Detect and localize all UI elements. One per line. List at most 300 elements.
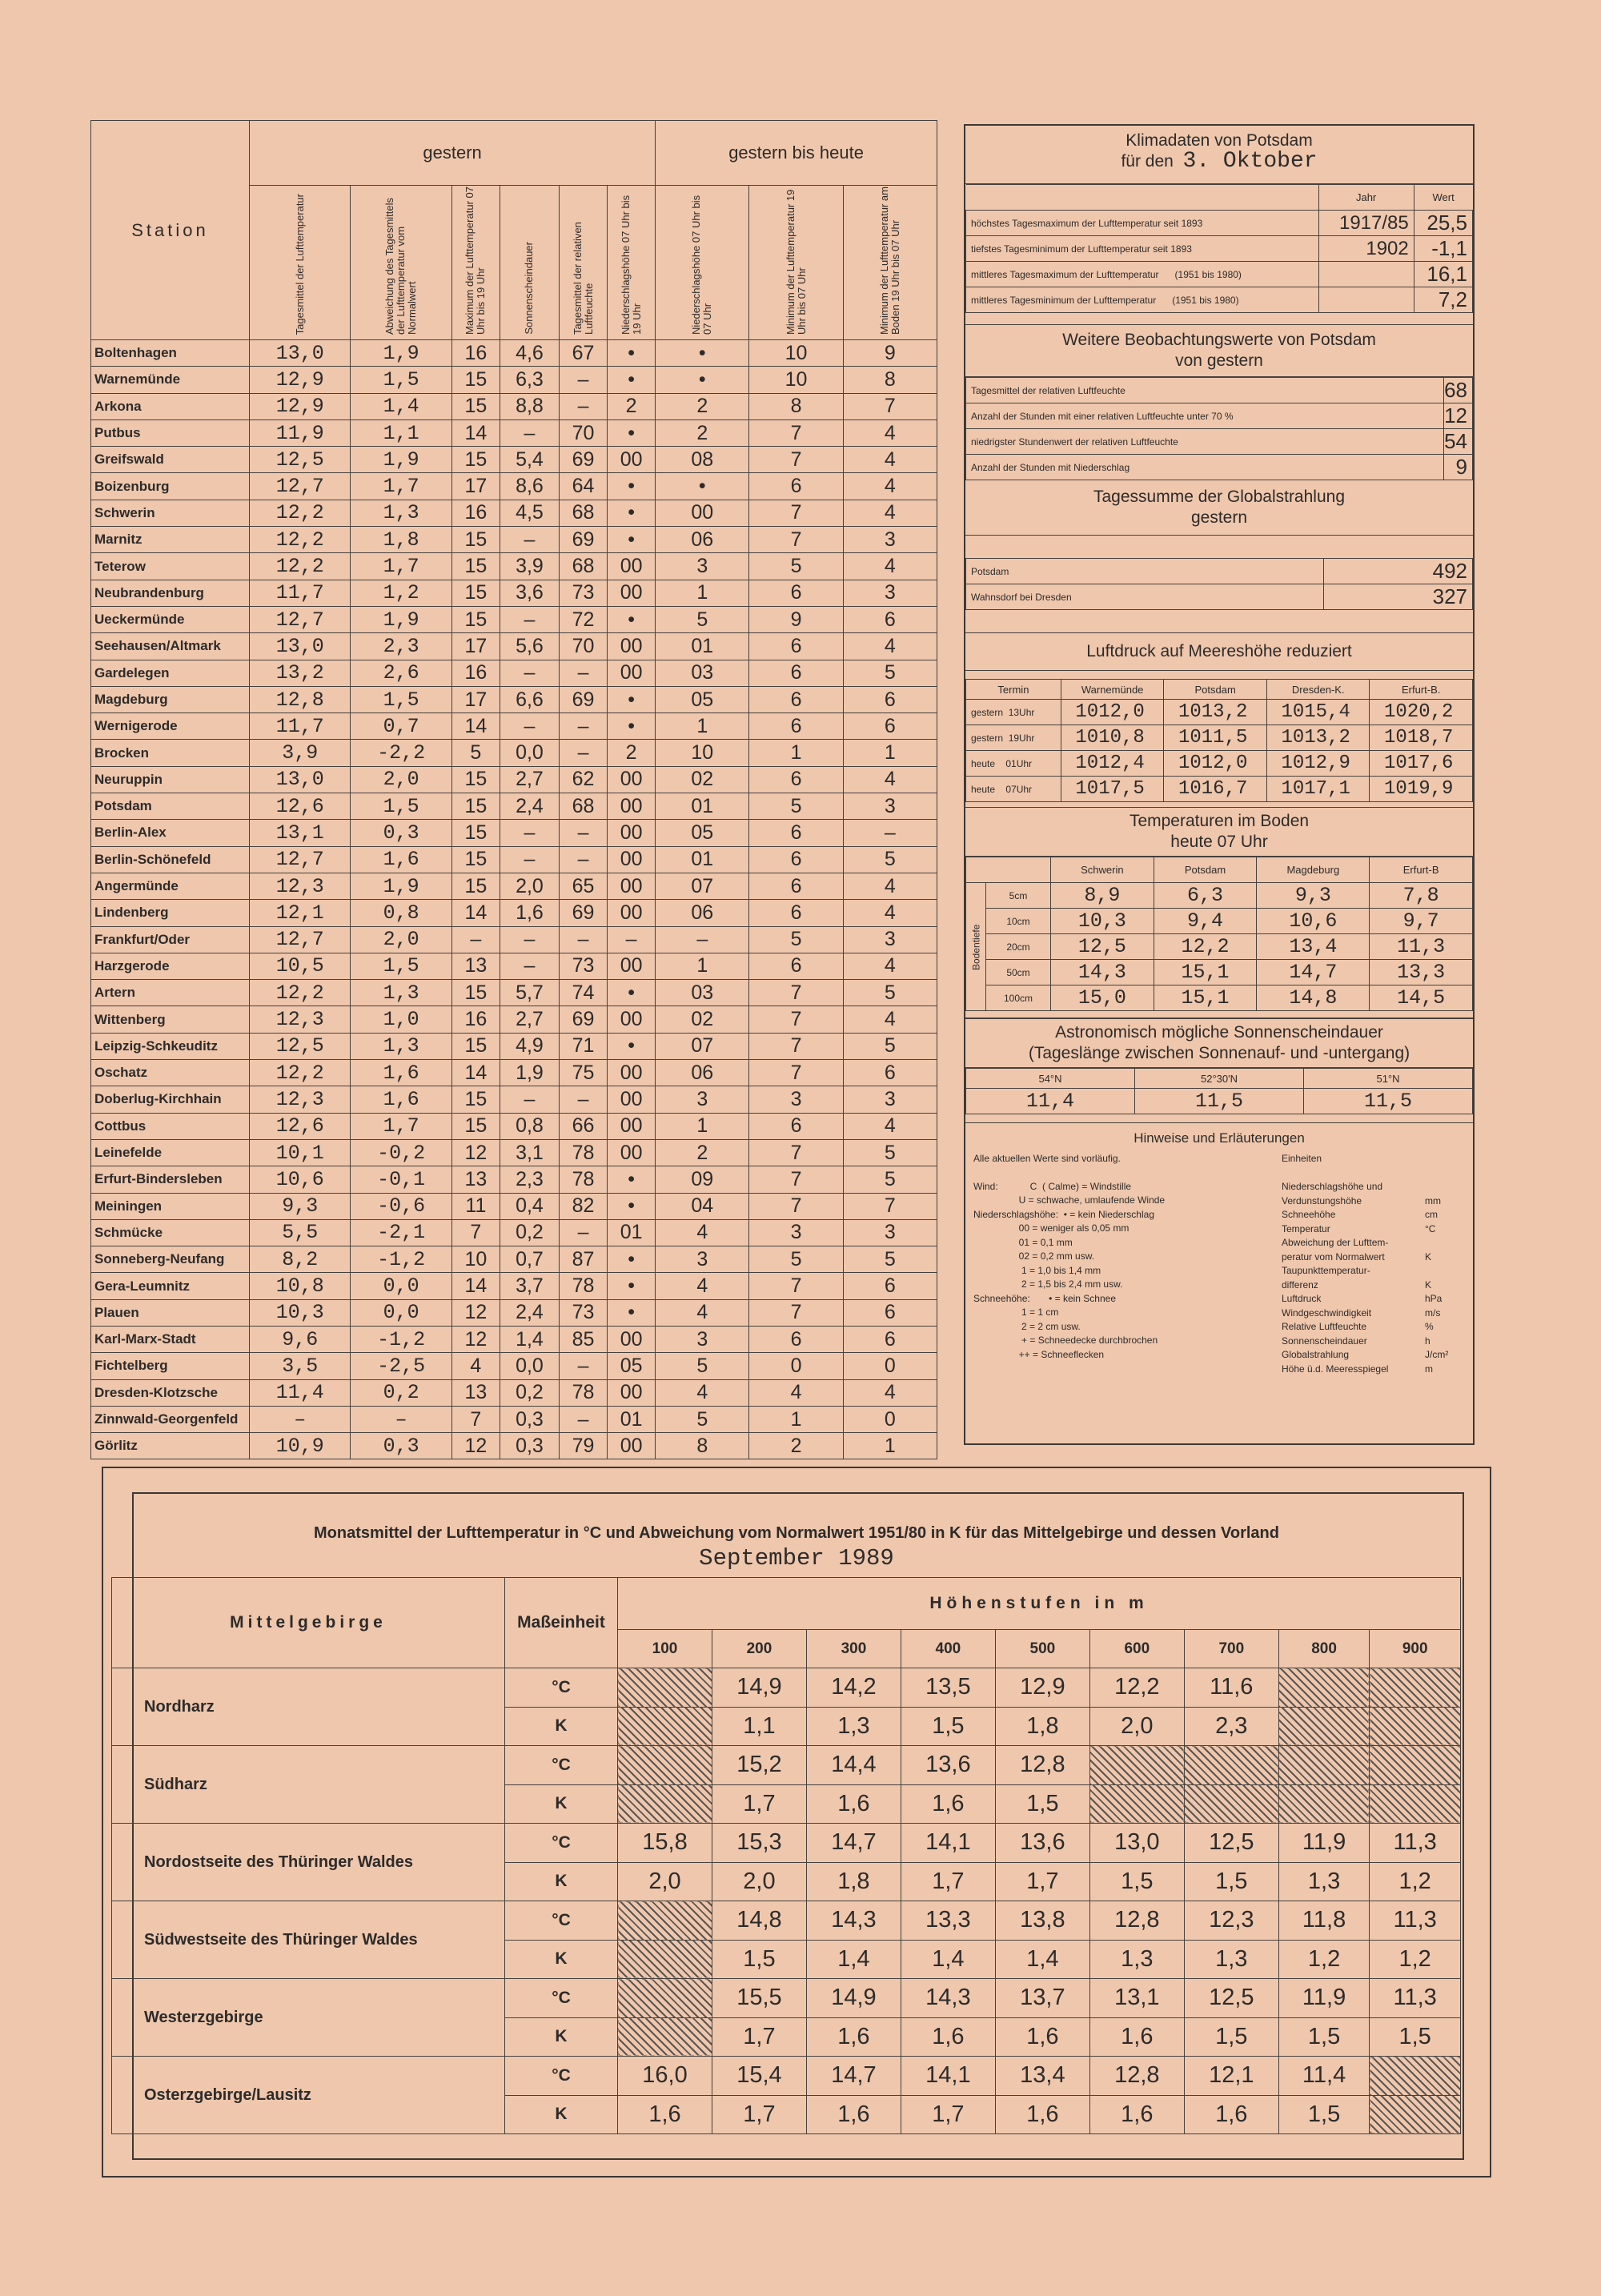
station-cell: 00: [608, 1379, 656, 1406]
station-cell: 00: [608, 660, 656, 686]
region-name: Nordharz: [112, 1668, 505, 1746]
value-cell: 1,7: [995, 1862, 1089, 1901]
station-cell: 13,0: [250, 766, 351, 793]
value-cell: 1,5: [712, 1940, 806, 1979]
station-cell: 5: [843, 846, 937, 873]
station-name: Neuruppin: [91, 766, 250, 793]
station-row: [91, 419, 937, 446]
station-cell: 07: [656, 1033, 749, 1059]
luftdruck-table: [965, 679, 1473, 802]
station-cell: 10,1: [250, 1139, 351, 1166]
value-cell: 12,5: [1184, 1979, 1278, 2018]
height-col: 500: [995, 1630, 1089, 1668]
boden-cell: 11,3: [1370, 934, 1473, 960]
station-cell: 3: [656, 1246, 749, 1273]
station-cell: 7: [451, 1219, 500, 1246]
luftdruck-cell: 1017,6: [1370, 751, 1473, 777]
station-cell: 00: [608, 1060, 656, 1086]
global-label: Wahnsdorf bei Dresden: [966, 584, 1324, 610]
station-cell: 00: [608, 1113, 656, 1139]
station-cell: 4: [843, 1006, 937, 1033]
height-col: 600: [1089, 1630, 1184, 1668]
boden-header: [966, 857, 1473, 883]
station-cell: 6: [749, 660, 843, 686]
station-cell: 69: [560, 900, 608, 926]
group-gestern-bis-heute: gestern bis heute: [656, 121, 937, 186]
station-name: Boizenburg: [91, 473, 250, 500]
value-cell: [1370, 1784, 1461, 1824]
station-name: Wernigerode: [91, 713, 250, 740]
station-cell: 8,2: [250, 1246, 351, 1273]
station-cell: 6: [843, 686, 937, 712]
station-cell: 5: [843, 1033, 937, 1059]
station-cell: 15: [451, 606, 500, 632]
sonne-header: [966, 1069, 1473, 1089]
station-cell: 73: [560, 953, 608, 979]
station-cell: 2,4: [500, 793, 559, 820]
boden-cell: 7,8: [1370, 883, 1473, 909]
station-row: [91, 340, 937, 367]
station-cell: 4: [843, 1113, 937, 1139]
station-cell: 12,2: [250, 500, 351, 526]
station-cell: 6: [749, 686, 843, 712]
klima-wert: 25,5: [1414, 211, 1472, 236]
station-name: Lindenberg: [91, 900, 250, 926]
station-cell: 6: [843, 1299, 937, 1326]
station-cell: 1,6: [351, 1060, 451, 1086]
region-row: [112, 1746, 1461, 1785]
boden-row: [966, 909, 1473, 934]
station-cell: 2,0: [500, 873, 559, 899]
luftdruck-col: Dresden-K.: [1266, 680, 1370, 700]
station-cell: 01: [608, 1219, 656, 1246]
klima-row: [966, 287, 1473, 313]
station-row: [91, 900, 937, 926]
boden-cell: 14,3: [1051, 960, 1154, 985]
hinweis-line: 01 = 0,1 mm: [973, 1236, 1073, 1248]
station-row: [91, 873, 937, 899]
luftdruck-col: Termin: [966, 680, 1061, 700]
value-cell: 1,6: [1184, 2095, 1278, 2134]
luftdruck-cell: 1012,0: [1164, 751, 1267, 777]
value-cell: 11,6: [1184, 1668, 1278, 1708]
station-cell: 68: [560, 500, 608, 526]
station-cell: 0: [749, 1353, 843, 1379]
station-cell: 4: [656, 1219, 749, 1246]
station-cell: 7: [749, 500, 843, 526]
value-cell: [1089, 1784, 1184, 1824]
value-cell: 14,9: [806, 1979, 901, 2018]
klima-label: mittleres Tagesmaximum der Lufttemperatur (1951 bis 1980): [966, 262, 1319, 287]
col-header-2: Abweichung des Tagesmittels der Lufttemperatur vom Normalwert: [351, 186, 451, 340]
value-cell: 1,7: [712, 1784, 806, 1824]
global-wert: 327: [1324, 584, 1473, 610]
value-cell: [1370, 1746, 1461, 1785]
unit-cell: °C: [505, 1824, 618, 1863]
station-cell: 9: [843, 340, 937, 367]
station-row: [91, 1379, 937, 1406]
station-cell: 6: [843, 1060, 937, 1086]
boden-col: Magdeburg: [1257, 857, 1370, 883]
station-cell: 4,5: [500, 500, 559, 526]
station-cell: 85: [560, 1326, 608, 1352]
value-cell: 14,3: [901, 1979, 995, 2018]
station-cell: 7: [749, 1299, 843, 1326]
station-cell: -1,2: [351, 1246, 451, 1273]
station-cell: 1,5: [351, 686, 451, 712]
hinweise-title: Hinweise und Erläuterungen: [1134, 1130, 1305, 1146]
einheit-unit: [1425, 1180, 1465, 1194]
station-cell: 4,9: [500, 1033, 559, 1059]
klima-wert: 16,1: [1414, 262, 1472, 287]
station-cell: 0,3: [351, 1433, 451, 1459]
station-cell: •: [608, 1273, 656, 1299]
station-cell: 68: [560, 793, 608, 820]
weitere-wert: 12: [1444, 403, 1473, 429]
station-row: [91, 980, 937, 1006]
station-cell: 0,7: [500, 1246, 559, 1273]
station-cell: 1: [656, 580, 749, 606]
station-cell: 05: [608, 1353, 656, 1379]
station-row: [91, 606, 937, 632]
station-cell: 73: [560, 1299, 608, 1326]
station-cell: 74: [560, 980, 608, 1006]
col-unit: Maßeinheit: [505, 1578, 618, 1668]
luftdruck-cell: gestern 19Uhr: [966, 725, 1061, 751]
luftdruck-row: [966, 700, 1473, 725]
luftdruck-title: Luftdruck auf Meereshöhe reduziert: [1086, 642, 1352, 660]
station-cell: –: [500, 660, 559, 686]
boden-cell: 9,7: [1370, 909, 1473, 934]
station-cell: 00: [608, 1433, 656, 1459]
station-cell: 00: [656, 500, 749, 526]
station-cell: 0: [843, 1353, 937, 1379]
einheit-name: differenz: [1282, 1278, 1318, 1290]
hinweis-line: + = Schneedecke durchbrochen: [973, 1335, 1158, 1346]
station-cell: 7: [749, 1273, 843, 1299]
value-cell: 1,6: [618, 2095, 712, 2134]
einheit-unit: K: [1425, 1278, 1432, 1290]
station-cell: 2,4: [500, 1299, 559, 1326]
value-cell: 13,4: [995, 2057, 1089, 2096]
station-row: [91, 1433, 937, 1459]
station-row: [91, 926, 937, 953]
station-cell: 10: [656, 740, 749, 766]
station-name: Doberlug-Kirchhain: [91, 1086, 250, 1113]
height-col: 900: [1370, 1630, 1461, 1668]
value-cell: 15,5: [712, 1979, 806, 2018]
value-cell: 1,5: [1089, 1862, 1184, 1901]
value-cell: 1,5: [1370, 2017, 1461, 2057]
station-cell: –: [560, 393, 608, 419]
station-cell: 00: [608, 633, 656, 660]
einheit-name: Niederschlagshöhe und: [1282, 1181, 1383, 1192]
station-cell: 6: [843, 606, 937, 632]
station-name: Seehausen/Altmark: [91, 633, 250, 660]
station-cell: 17: [451, 633, 500, 660]
luftdruck-row: [966, 777, 1473, 802]
value-cell: 1,3: [1278, 1862, 1370, 1901]
value-cell: [1370, 1668, 1461, 1708]
station-cell: 13,0: [250, 633, 351, 660]
station-row: [91, 500, 937, 526]
value-cell: 13,7: [995, 1979, 1089, 2018]
value-cell: 1,4: [901, 1940, 995, 1979]
station-cell: 6: [749, 633, 843, 660]
station-cell: 1,3: [351, 1033, 451, 1059]
station-cell: 0,0: [500, 1353, 559, 1379]
station-cell: 12,2: [250, 1060, 351, 1086]
station-cell: 67: [560, 340, 608, 367]
station-cell: 5: [843, 660, 937, 686]
station-cell: 4: [843, 553, 937, 580]
station-name: Potsdam: [91, 793, 250, 820]
value-cell: 14,3: [806, 1901, 901, 1941]
station-name: Karl-Marx-Stadt: [91, 1326, 250, 1352]
station-cell: 2: [749, 1433, 843, 1459]
station-cell: 5,6: [500, 633, 559, 660]
station-cell: 3,7: [500, 1273, 559, 1299]
region-row: [112, 1979, 1461, 2018]
station-cell: 10,9: [250, 1433, 351, 1459]
station-cell: 14: [451, 900, 500, 926]
station-cell: 00: [608, 1139, 656, 1166]
station-cell: 66: [560, 1113, 608, 1139]
value-cell: 1,6: [995, 2095, 1089, 2134]
station-row: [91, 1326, 937, 1352]
station-row: [91, 1406, 937, 1432]
station-cell: 13,0: [250, 340, 351, 367]
station-cell: 7: [749, 527, 843, 553]
station-name: Schwerin: [91, 500, 250, 526]
station-cell: 6: [749, 1326, 843, 1352]
luftdruck-col: Warnemünde: [1061, 680, 1164, 700]
station-cell: 72: [560, 606, 608, 632]
value-cell: 12,3: [1184, 1901, 1278, 1941]
station-cell: 2,7: [500, 766, 559, 793]
station-cell: •: [608, 1166, 656, 1193]
value-cell: 13,1: [1089, 1979, 1184, 2018]
station-cell: 1,0: [351, 1006, 451, 1033]
station-cell: –: [560, 1086, 608, 1113]
value-cell: 1,3: [806, 1707, 901, 1746]
station-cell: 69: [560, 686, 608, 712]
value-cell: [1278, 1784, 1370, 1824]
station-cell: 06: [656, 900, 749, 926]
hinweis-line: Niederschlagshöhe: • = kein Niederschlag: [973, 1208, 1154, 1220]
weitere-wert: 68: [1444, 378, 1473, 403]
global-wert: 492: [1324, 559, 1473, 584]
station-cell: 07: [656, 873, 749, 899]
station-cell: 15: [451, 873, 500, 899]
einheit-row: [1282, 1307, 1465, 1321]
weitere-wert: 54: [1444, 429, 1473, 455]
station-cell: 04: [656, 1193, 749, 1219]
station-row: [91, 766, 937, 793]
boden-cell: 8,9: [1051, 883, 1154, 909]
boden-cell: 10,3: [1051, 909, 1154, 934]
einheit-name: Temperatur: [1282, 1222, 1330, 1234]
station-cell: 87: [560, 1246, 608, 1273]
luftdruck-cell: 1012,0: [1061, 700, 1164, 725]
station-cell: 12,7: [250, 926, 351, 953]
station-cell: 64: [560, 473, 608, 500]
station-cell: 2: [656, 1139, 749, 1166]
boden-cell: 9,3: [1257, 883, 1370, 909]
station-cell: 00: [608, 953, 656, 979]
station-cell: 1,9: [351, 340, 451, 367]
station-cell: 15: [451, 793, 500, 820]
station-name: Berlin-Schönefeld: [91, 846, 250, 873]
luftdruck-cell: gestern 13Uhr: [966, 700, 1061, 725]
station-cell: 0,0: [500, 740, 559, 766]
boden-cell: 13,3: [1370, 960, 1473, 985]
col-station: Station: [91, 121, 250, 340]
station-cell: 6: [749, 953, 843, 979]
station-cell: 9: [749, 606, 843, 632]
station-cell: 3,9: [500, 553, 559, 580]
value-cell: 12,1: [1184, 2057, 1278, 2096]
value-cell: 12,2: [1089, 1668, 1184, 1708]
einheit-name: Globalstrahlung: [1282, 1349, 1350, 1360]
value-cell: 13,6: [901, 1746, 995, 1785]
weitere-row: [966, 378, 1473, 403]
sonne-col: 51°N: [1304, 1069, 1473, 1089]
station-name: Wittenberg: [91, 1006, 250, 1033]
station-cell: 12,5: [250, 1033, 351, 1059]
global-label: Potsdam: [966, 559, 1324, 584]
station-name: Artern: [91, 980, 250, 1006]
station-cell: •: [608, 1193, 656, 1219]
station-name: Berlin-Alex: [91, 820, 250, 846]
station-row: [91, 553, 937, 580]
value-cell: [1278, 1746, 1370, 1785]
station-cell: –: [560, 740, 608, 766]
station-cell: -2,5: [351, 1353, 451, 1379]
value-cell: 1,3: [1184, 1940, 1278, 1979]
klima-date: 3. Oktober: [1182, 149, 1318, 174]
value-cell: 1,7: [901, 1862, 995, 1901]
unit-cell: °C: [505, 1901, 618, 1941]
einheit-name: Windgeschwindigkeit: [1282, 1307, 1372, 1319]
unit-cell: K: [505, 1707, 618, 1746]
hinweis-line: 1 = 1 cm: [973, 1307, 1059, 1318]
station-name: Boltenhagen: [91, 340, 250, 367]
value-cell: 11,3: [1370, 1824, 1461, 1863]
global-title: Tagessumme der Globalstrahlung: [1093, 488, 1345, 506]
boden-row: [966, 985, 1473, 1011]
station-cell: 12,2: [250, 553, 351, 580]
station-cell: 10,5: [250, 953, 351, 979]
station-cell: 65: [560, 873, 608, 899]
station-cell: 5,4: [500, 447, 559, 473]
station-cell: 10: [749, 340, 843, 367]
station-name: Warnemünde: [91, 367, 250, 393]
station-cell: 7: [843, 393, 937, 419]
station-cell: 0,0: [351, 1299, 451, 1326]
sonne-table: [965, 1068, 1473, 1114]
value-cell: [618, 1707, 712, 1746]
station-cell: 00: [608, 1006, 656, 1033]
station-cell: 12,9: [250, 367, 351, 393]
station-cell: 0,4: [500, 1193, 559, 1219]
station-cell: 4: [843, 953, 937, 979]
global-title2: gestern: [1190, 508, 1248, 527]
value-cell: 13,5: [901, 1668, 995, 1708]
einheit-row: [1282, 1363, 1465, 1377]
global-table: [965, 558, 1473, 610]
station-cell: 11,7: [250, 713, 351, 740]
einheiten-title: Einheiten: [1282, 1153, 1322, 1164]
boden-cell: 15,1: [1154, 960, 1257, 985]
station-cell: 3,9: [250, 740, 351, 766]
value-cell: 14,7: [806, 2057, 901, 2096]
luftdruck-cell: 1017,1: [1266, 777, 1370, 802]
value-cell: 1,4: [995, 1940, 1089, 1979]
station-cell: 6,3: [500, 367, 559, 393]
station-cell: 0,3: [500, 1433, 559, 1459]
einheit-row: [1282, 1250, 1465, 1265]
einheit-row: [1282, 1194, 1465, 1209]
region-name: Nordostseite des Thüringer Waldes: [112, 1824, 505, 1901]
station-cell: 15: [451, 1086, 500, 1113]
sonne-value: 11,4: [966, 1089, 1135, 1114]
station-cell: –: [351, 1406, 451, 1432]
einheit-unit: °C: [1425, 1222, 1436, 1234]
einheit-row: [1282, 1264, 1465, 1278]
unit-cell: °C: [505, 1746, 618, 1785]
value-cell: 11,3: [1370, 1979, 1461, 2018]
station-cell: –: [500, 846, 559, 873]
col-header-4: Sonnenscheindauer: [500, 186, 559, 340]
station-cell: 00: [608, 820, 656, 846]
region-row: [112, 1901, 1461, 1941]
klima-col-wert: Wert: [1414, 185, 1472, 211]
station-cell: •: [608, 1033, 656, 1059]
einheit-name: Sonnenscheindauer: [1282, 1335, 1367, 1347]
luftdruck-col: Potsdam: [1164, 680, 1267, 700]
station-row: [91, 580, 937, 606]
station-cell: 00: [608, 900, 656, 926]
station-cell: 3: [656, 553, 749, 580]
station-name: Magdeburg: [91, 686, 250, 712]
station-name: Plauen: [91, 1299, 250, 1326]
station-cell: 06: [656, 1060, 749, 1086]
station-cell: -2,2: [351, 740, 451, 766]
station-cell: 14: [451, 419, 500, 446]
station-cell: 7: [749, 1060, 843, 1086]
station-cell: 00: [608, 580, 656, 606]
einheit-unit: [1425, 1236, 1465, 1250]
unit-cell: K: [505, 1940, 618, 1979]
station-row: [91, 473, 937, 500]
height-col: 200: [712, 1630, 806, 1668]
boden-cell: 6,3: [1154, 883, 1257, 909]
station-cell: •: [608, 419, 656, 446]
station-row: [91, 1086, 937, 1113]
station-cell: –: [656, 926, 749, 953]
station-cell: 1,6: [500, 900, 559, 926]
klima-jahr: 1917/85: [1318, 211, 1414, 236]
station-cell: 10,3: [250, 1299, 351, 1326]
station-cell: 15: [451, 1033, 500, 1059]
station-cell: 02: [656, 1006, 749, 1033]
station-cell: 05: [656, 820, 749, 846]
value-cell: 1,3: [1089, 1940, 1184, 1979]
value-cell: [1370, 2057, 1461, 2096]
value-cell: 2,0: [712, 1862, 806, 1901]
klima-wert: -1,1: [1414, 236, 1472, 262]
